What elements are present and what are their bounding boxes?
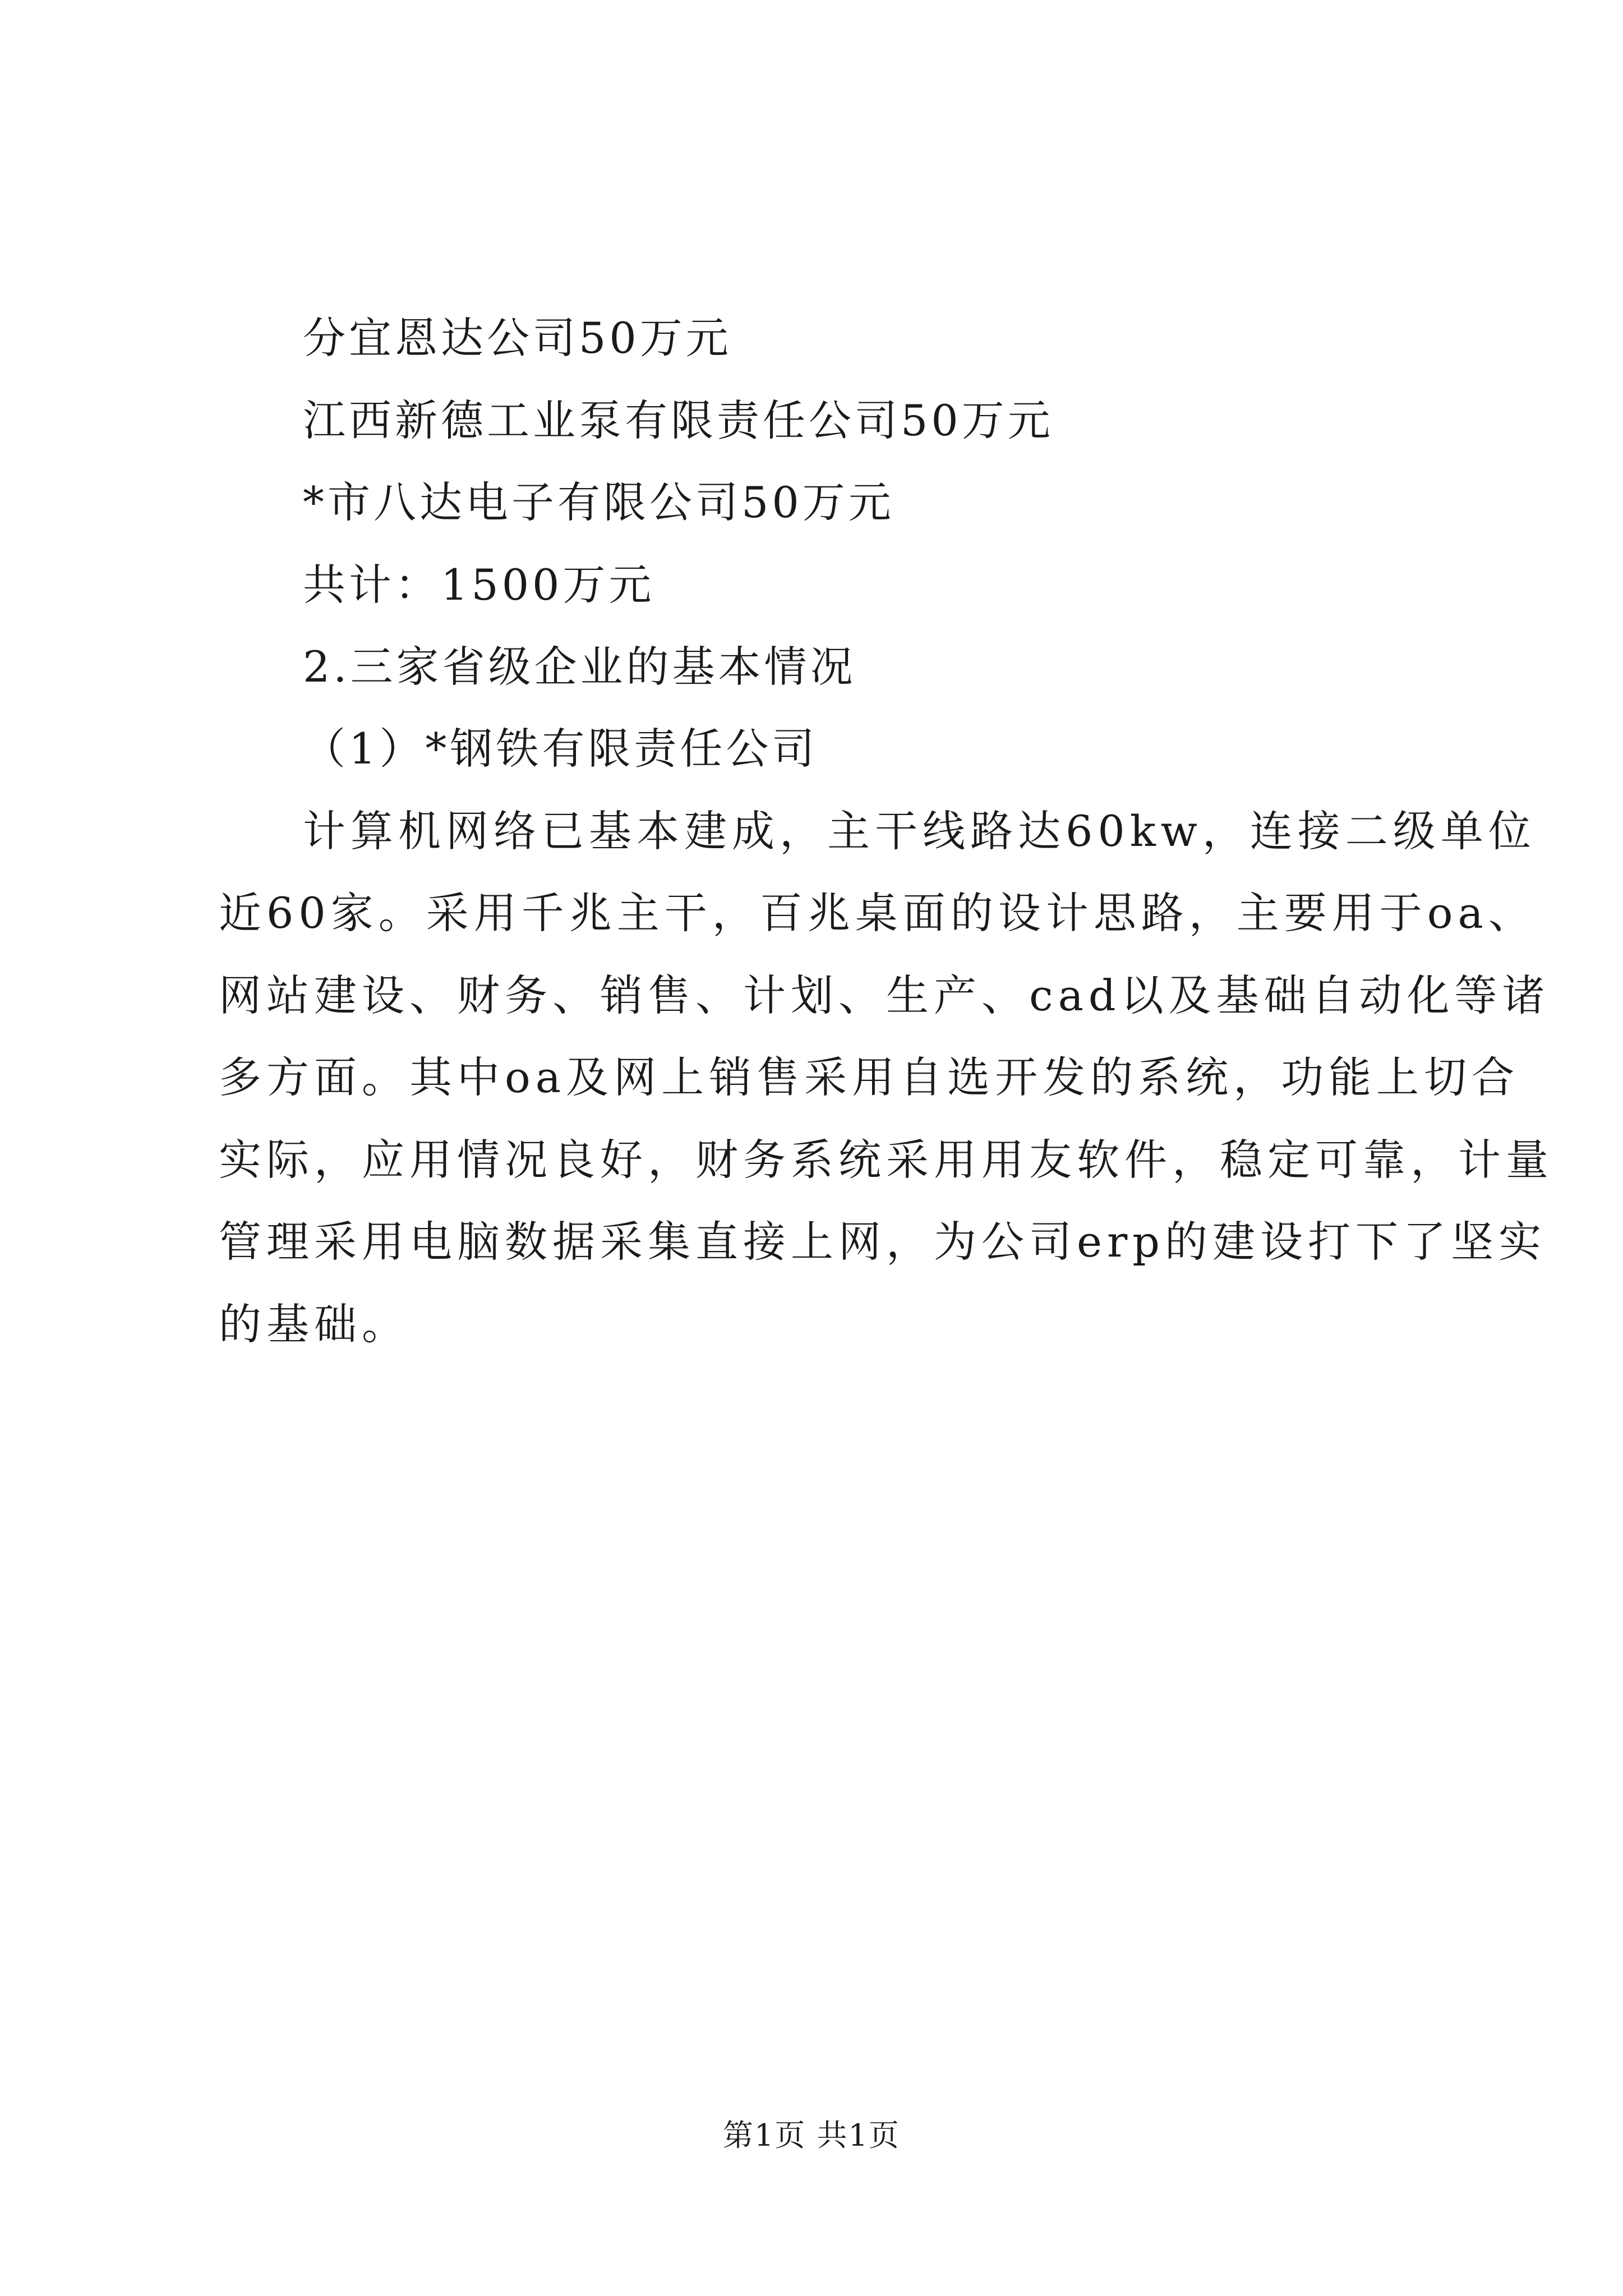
paragraph-line: 的基础。 <box>219 1299 409 1349</box>
page-number-footer: 第1页 共1页 <box>723 2118 900 2153</box>
paragraph-line: 多方面。其中oa及网上销售采用自选开发的系统，功能上切合 <box>219 1052 1520 1102</box>
text-line-donation-bada: *市八达电子有限公司50万元 <box>303 477 895 527</box>
paragraph-line: 管理采用电脑数据采集直接上网，为公司erp的建设打下了坚实 <box>219 1217 1546 1267</box>
text-line-total: 共计：1500万元 <box>303 560 655 610</box>
text-line-donation-fenyi: 分宜恩达公司50万元 <box>303 313 732 363</box>
paragraph-line: 网站建设、财务、销售、计划、生产、cad以及基础自动化等诸 <box>219 970 1550 1020</box>
subsection-heading: （1）*钢铁有限责任公司 <box>303 724 818 774</box>
section-heading: 2.三家省级企业的基本情况 <box>303 642 856 692</box>
paragraph-line: 计算机网络已基本建成，主干线路达60kw，连接二级单位 <box>303 806 1536 856</box>
text-line-donation-jiangxi: 江西新德工业泵有限责任公司50万元 <box>303 395 1054 445</box>
paragraph-line: 近60家。采用千兆主干，百兆桌面的设计思路，主要用于oa、 <box>219 888 1536 938</box>
paragraph-line: 实际，应用情况良好，财务系统采用用友软件，稳定可靠，计量 <box>219 1135 1553 1185</box>
